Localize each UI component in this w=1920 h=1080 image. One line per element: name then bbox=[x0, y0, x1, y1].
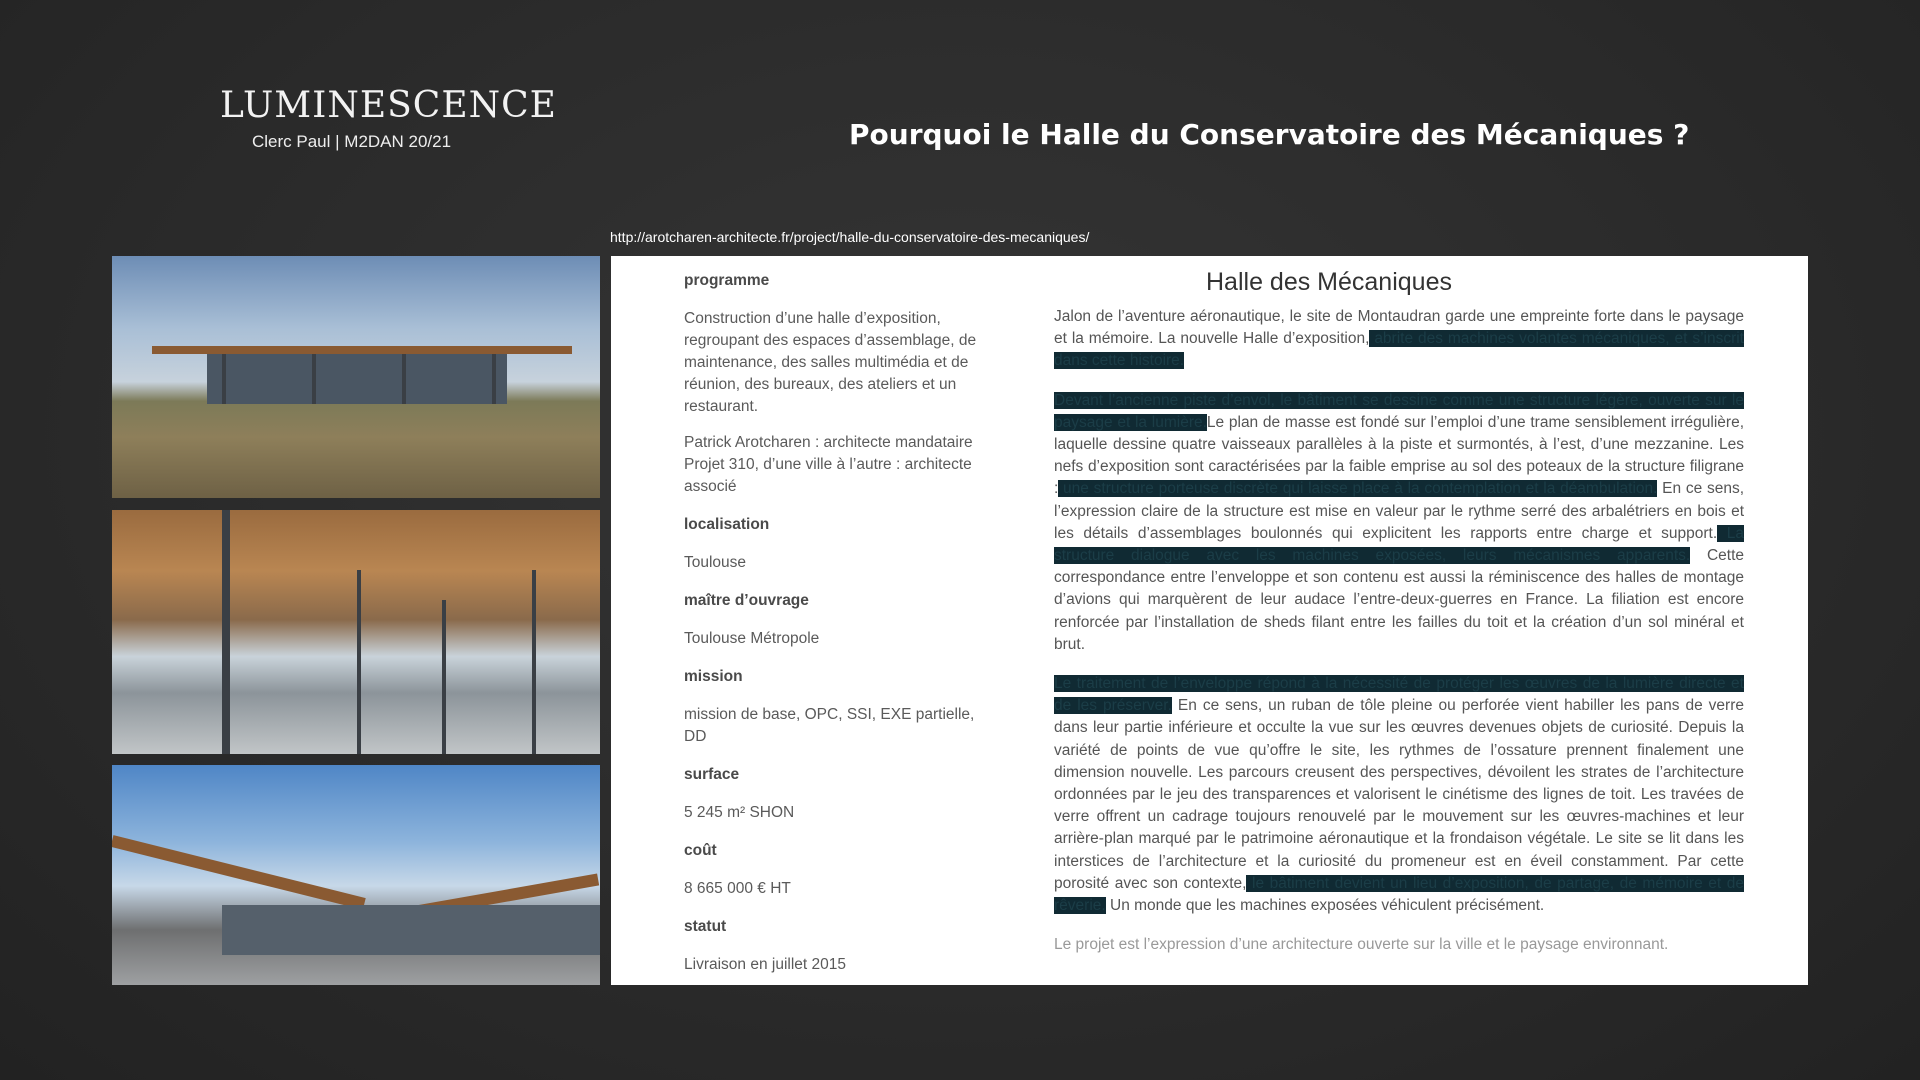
logo-wordmark: LUMINESCENCE bbox=[220, 85, 557, 126]
highlight: Devant l’ancienne piste d’envol, le bâtiment se dessine comme une structure légère, ouverte sur le paysage et la lumière. bbox=[1054, 391, 1744, 431]
field-value: Toulouse Métropole bbox=[684, 630, 820, 647]
highlight: le bâtiment devient un lieu d’exposition, de partage, de mémoire et de rêverie. bbox=[1054, 874, 1744, 915]
text-run: Un monde que les machines exposées véhiculent précisément. bbox=[1105, 897, 1545, 915]
text-run: Jalon de l’aventure aéronautique, le site de Montaudran garde une empreinte forte dans le paysage et la mémoire. La nouvelle Halle d’exposition, bbox=[1054, 308, 1744, 348]
field-label: maître d’ouvrage bbox=[684, 592, 809, 609]
field-value: 5 245 m² SHON bbox=[684, 804, 795, 821]
document-page bbox=[611, 256, 1808, 985]
paragraph: Le projet est l’expression d’une architecture ouverte sur la ville et le paysage environnant. bbox=[1054, 936, 1669, 954]
field-value: Construction d’une halle d’exposition, regroupant des espaces d’assemblage, de maintenance, des salles multimédia et de réunion, des bureaux, des ateliers et un restaurant. bbox=[684, 310, 977, 415]
field-label: localisation bbox=[684, 516, 770, 533]
text-run: En ce sens, l’expression claire de la structure est mise en valeur par le rythme serré des arbalétriers en bois et les détails d’assemblages boulonnés qui explicitent les rapports entre charge et support. bbox=[1054, 480, 1745, 542]
field-label: mission bbox=[684, 668, 743, 685]
field-value: mission de base, OPC, SSI, EXE partielle, DD bbox=[684, 706, 975, 745]
field-value: 8 665 000 € HT bbox=[684, 880, 791, 897]
paragraph bbox=[1054, 673, 1744, 917]
field-value: Patrick Arotcharen : architecte mandataire Projet 310, d’une ville à l’autre : architecte associé bbox=[684, 434, 973, 495]
field-value: Toulouse bbox=[684, 554, 747, 571]
paragraph bbox=[1054, 306, 1744, 373]
highlight: abrite des machines volantes mécaniques, et s’inscrit dans cette histoire. bbox=[1054, 330, 1744, 370]
highlight: Le traitement de l’enveloppe répond à la nécessité de protéger les œuvres de la lumière directe et de les préserver. bbox=[1054, 675, 1744, 715]
field-value: Livraison en juillet 2015 bbox=[684, 956, 846, 973]
field-label: statut bbox=[684, 918, 727, 935]
slide-title: Pourquoi le Halle du Conservatoire des Mécaniques ? bbox=[849, 118, 1690, 151]
field-label: programme bbox=[684, 272, 770, 289]
field-label: coût bbox=[684, 842, 717, 859]
photo-exterior-roof bbox=[112, 765, 600, 985]
document-title: Halle des Mécaniques bbox=[1206, 268, 1452, 296]
photo-interior-hall bbox=[112, 510, 600, 754]
paragraph bbox=[1054, 390, 1744, 656]
text-run: En ce sens, un ruban de tôle pleine ou perforée vient habiller les pans de verre dans leur partie inférieure et occulte la vue sur les œuvres devenues objets de curiosité. Depuis la variété de points de vue qu’offre le site, les rythmes de l’ossature prennent finalement une dimension nouvelle. Les parcours creusent des perspectives, dévoilent les strates de l’architecture ordonnées par le jeu des transparences et valorisent le cinétisme des lignes de toit. Les travées de verre offrent un cadrage toujours renouvelé par le mouvement sur les œuvres-machines et leur arrière-plan marqué par le patrimoine aéronautique et la frondaison végétale. Le site se lit dans les interstices de l’architecture et la curiosité du promeneur est en éveil constamment. Par cette porosité avec son contexte, bbox=[1054, 697, 1744, 892]
project-info bbox=[684, 270, 984, 976]
document-body bbox=[1054, 306, 1744, 973]
text-run: Cette correspondance entre l’enveloppe et son contenu est aussi la réminiscence des halles de montage d’avions qui marquèrent de leur audace l’entre-deux-guerres en France. La filiation est encore renforcée par l’installation de sheds filant entre les failles du toit et la création d’un sol minéral et brut. bbox=[1054, 547, 1745, 653]
logo bbox=[220, 85, 557, 152]
photo-exterior-field bbox=[112, 256, 600, 498]
text-run: Le plan de masse est fondé sur l’emploi d’une trame sensiblement irrégulière, laquelle dessine quatre vaisseaux parallèles à la piste et surmontés, à l’est, d’une mezzanine. Les nefs d’exposition sont caractérisées par la faible emprise au sol des poteaux de la structure filigrane : bbox=[1054, 413, 1744, 498]
logo-subtitle: Clerc Paul | M2DAN 20/21 bbox=[252, 132, 452, 151]
highlight: La structure dialogue avec les machines exposées, leurs mécanismes apparents. bbox=[1054, 524, 1744, 565]
source-url[interactable]: http://arotcharen-architecte.fr/project/halle-du-conservatoire-des-mecaniques/ bbox=[610, 229, 1090, 245]
highlight: une structure porteuse discrète qui laisse place à la contemplation et la déambulation. bbox=[1058, 480, 1658, 498]
field-label: surface bbox=[684, 766, 740, 783]
